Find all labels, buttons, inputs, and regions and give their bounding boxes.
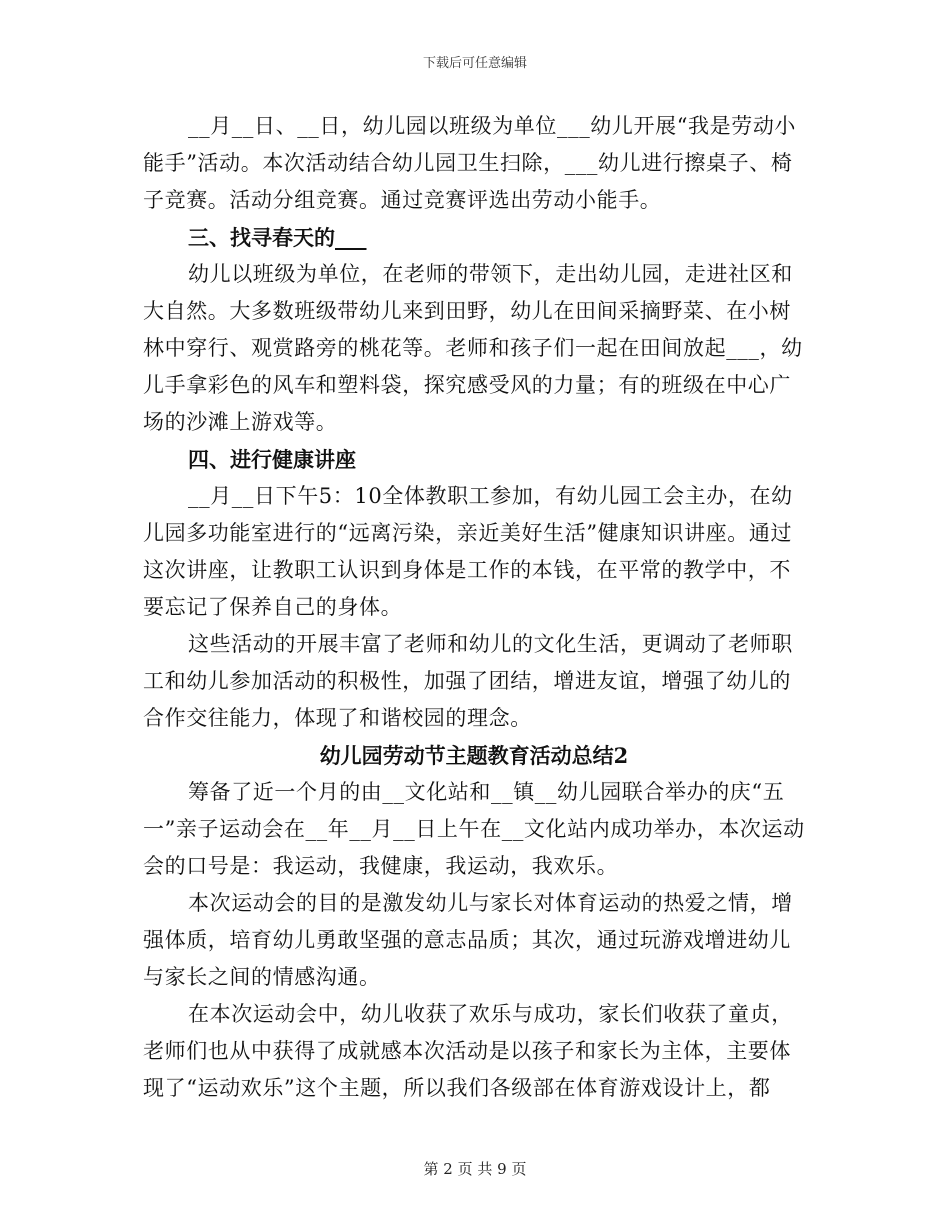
paragraph-health-lecture: __月__日下午5：10全体教职工参加，有幼儿园工会主办，在幼儿园多功能室进行的“远离污染，亲近美好生活”健康知识讲座。通过这次讲座，让教职工认识到身体是工作的本钱，在平常的教学中，不要忘记了保养自己的身体。 bbox=[143, 484, 793, 619]
paragraph-sports-meet-results: 在本次运动会中，幼儿收获了欢乐与成功，家长们收获了童贞，老师们也从中获得了成就感本次活动是以孩子和家长为主体，主要体现了“运动欢乐”这个主题，所以我们各级部在体育游戏设计上，都 bbox=[143, 1002, 793, 1100]
paragraph-sports-meet-purpose: 本次运动会的目的是激发幼儿与家长对体育运动的热爱之情，增强体质，培育幼儿勇敢坚强的意志品质；其次，通过玩游戏增进幼儿与家长之间的情感沟通。 bbox=[143, 891, 793, 989]
section-heading-health-lecture: 四、进行健康讲座 bbox=[188, 447, 356, 472]
page-header: 下载后可任意编辑 bbox=[422, 56, 527, 71]
summary-title-2: 幼儿园劳动节主题教育活动总结2 bbox=[319, 743, 629, 768]
paragraph-spring-outing: 幼儿以班级为单位，在老师的带领下，走出幼儿园，走进社区和大自然。大多数班级带幼儿来到田野，幼儿在田间采摘野菜、在小树林中穿行、观赏路旁的桃花等。老师和孩子们一起在田间放起___，幼儿手拿彩色的风车和塑料袋，探究感受风的力量；有的班级在中心广场的沙滩上游戏等。 bbox=[143, 262, 803, 434]
page-number: 第 2 页 共 9 页 bbox=[423, 1160, 527, 1178]
section-heading-spring: 三、找寻春天的___ bbox=[188, 225, 367, 250]
paragraph-sports-meet: 筹备了近一个月的由__文化站和__镇__幼儿园联合举办的庆“五一”亲子运动会在__年__月__日上午在__文化站内成功举办，本次运动会的口号是：我运动，我健康，我运动，我欢乐。 bbox=[143, 780, 805, 878]
paragraph-activity-summary: 这些活动的开展丰富了老师和幼儿的文化生活，更调动了老师职工和幼儿参加活动的积极性，加强了团结，增进友谊，增强了幼儿的合作交往能力，体现了和谐校园的理念。 bbox=[143, 632, 793, 730]
paragraph-labor-contest: __月__日、__日，幼儿园以班级为单位___幼儿开展“我是劳动小能手”活动。本次活动结合幼儿园卫生扫除，___幼儿进行擦桌子、椅子竞赛。活动分组竞赛。通过竞赛评选出劳动小能手。 bbox=[143, 114, 797, 212]
document-body bbox=[143, 108, 805, 1107]
